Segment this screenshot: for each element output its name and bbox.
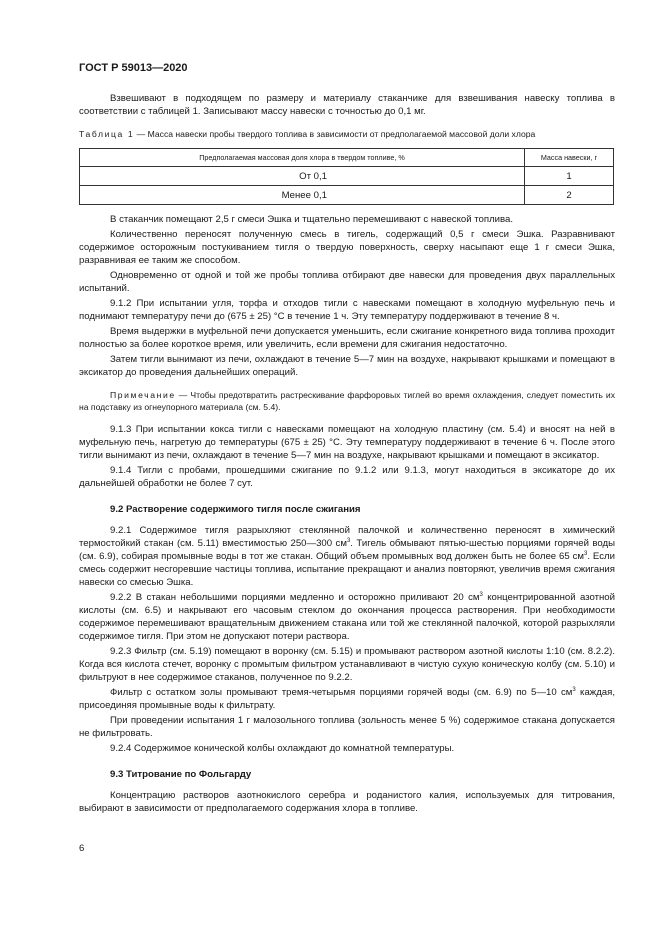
body-paragraph: Затем тигли вынимают из печи, охлаждают в течение 5—7 мин на воздухе, накрывают крышками и помещают в эксикатор до проведения дальнейших операций. [79,354,615,378]
table-row [80,186,614,205]
table-header-chlorine: Предполагаемая массовая доля хлора в твердом топливе, % [80,149,525,167]
body-paragraph: Фильтр с остатком золы промывают тремя-четырьмя порциями горячей воды (см. 6.9) по 5—10 $см^3$ каждая, присоединяя промывные воды к фильтрату. [79,686,615,711]
table-header-mass: Масса навески, г [525,149,614,167]
body-paragraph: 9.1.4 Тигли с пробами, прошедшими сжигание по 9.1.2 или 9.1.3, могут находиться в эксикаторе до их дальнейшей обработки не более 7 сут. [79,465,615,489]
table-cell-chlorine: От 0,1 [80,167,525,186]
table-caption-label: Таблица 1 [79,129,135,139]
body-paragraph: 9.2.4 Содержимое конической колбы охлаждают до комнатной температуры. [110,743,455,754]
body-paragraph: 9.1.2 При испытании угля, торфа и отходов тигли с навесками помещают в холодную муфельную печь и поднимают температуру печи до (675 ± 25) °С в течение 1 ч. Эту температуру поддерживают в течение 8 ч. [79,298,615,322]
body-paragraph: 9.2.3 Фильтр (см. 5.19) помещают в воронку (см. 5.15) и промывают раствором азотной кислоты 1:10 (см. 8.2.2). Когда вся кислота стечет, воронку с промытым фильтром устанавливают в чистую сухую коническую колбу (см. 5.10) и фильтруют в нее содержимое стаканов, полученное по 9.2.2. [79,646,615,683]
chlorine-mass-table [79,148,614,205]
body-paragraph: Одновременно от одной и той же пробы топлива отбирают две навески для проведения двух параллельных испытаний. [79,270,615,294]
note-label: Примечание [110,390,176,400]
table-header-row [80,149,614,167]
body-paragraph: При проведении испытания 1 г малозольного топлива (зольность менее 5 %) содержимое стакана допускается не фильтровать. [79,715,615,739]
body-paragraph: 9.1.3 При испытании кокса тигли с навесками помещают на холодную пластину (см. 5.4) и вносят на ней в муфельную печь, нагретую до температуры (675 ± 25) °С. Эту температуру поддерживают в течение 6 ч. После этого тигли вынимают из печи, охлаждают в течение 5—7 мин на воздухе, накрывают крышками и помещают в эксикатор. [79,424,615,461]
table-caption-text: — Масса навески пробы твердого топлива в зависимости от предполагаемой массовой доли хлора [134,129,536,139]
table-cell-chlorine: Менее 0,1 [80,186,525,205]
table-caption [79,128,615,140]
section-title: 9.2 Растворение содержимого тигля после сжигания [110,504,361,515]
table-cell-mass: 1 [525,167,614,186]
page-content [79,92,615,815]
body-paragraph: В стаканчик помещают 2,5 г смеси Эшка и тщательно перемешивают с навеской топлива. [110,214,514,225]
document-header: ГОСТ Р 59013—2020 [79,62,188,74]
body-paragraph: 9.2.1 Содержимое тигля разрыхляют стеклянной палочкой и количественно переносят в химический термостойкий стакан (см. 5.11) вместимостью 250—300 $см^3$. Тигель обмывают пятью-шестью порциями горячей воды (см. 6.9), собирая промывные воды в тот же стакан. Общий объем промывных вод должен быть не более 65 $см^3$. Если смесь содержит несгоревшие частицы топлива, испытание прекращают и анализ повторяют, увеличив время сжигания навески со смесью Эшка. [79,525,615,588]
table-cell-mass: 2 [525,186,614,205]
table-row [80,167,614,186]
section-title: 9.3 Титрование по Фольгарду [110,769,252,780]
page-number: 6 [79,843,85,854]
intro-paragraph: Взвешивают в подходящем по размеру и материалу стаканчике для взвешивания навеску топлива в соответствии с таблицей 1. Записывают массу навески с точностью до 0,1 мг. [79,93,615,117]
note [79,389,615,413]
body-paragraph: Концентрацию растворов азотнокислого серебра и роданистого калия, используемых для титрования, выбирают в зависимости от предполагаемого содержания хлора в топливе. [79,790,615,814]
body-paragraph: Время выдержки в муфельной печи допускается уменьшить, если сжигание конкретного вида топлива проходит полностью за более короткое время, или увеличить, если времени для сжигания недостаточно. [79,326,615,350]
body-paragraph: 9.2.2 В стакан небольшими порциями медленно и осторожно приливают 20 $см^3$ концентрированной азотной кислоты (см. 6.5) и накрывают его часовым стеклом до окончания процесса растворения. При необходимости содержимое перемешивают вращательным движением стакана или той же стеклянной палочкой, которой разрыхляли содержимое тигля. При этом не допускают потери раствора. [79,591,616,642]
note-text: — Чтобы предотвратить растрескивание фарфоровых тиглей во время охлаждения, следует поместить их на подставку из огнеупорного материала (см. 5.4). [79,390,615,412]
body-paragraph: Количественно переносят полученную смесь в тигель, содержащий 0,5 г смеси Эшка. Разравнивают содержимое осторожным постукиванием тигля о твердую поверхность, сверху насыпают еще 1 г смеси Эшка, разравнивая ее таким же способом. [79,229,615,266]
